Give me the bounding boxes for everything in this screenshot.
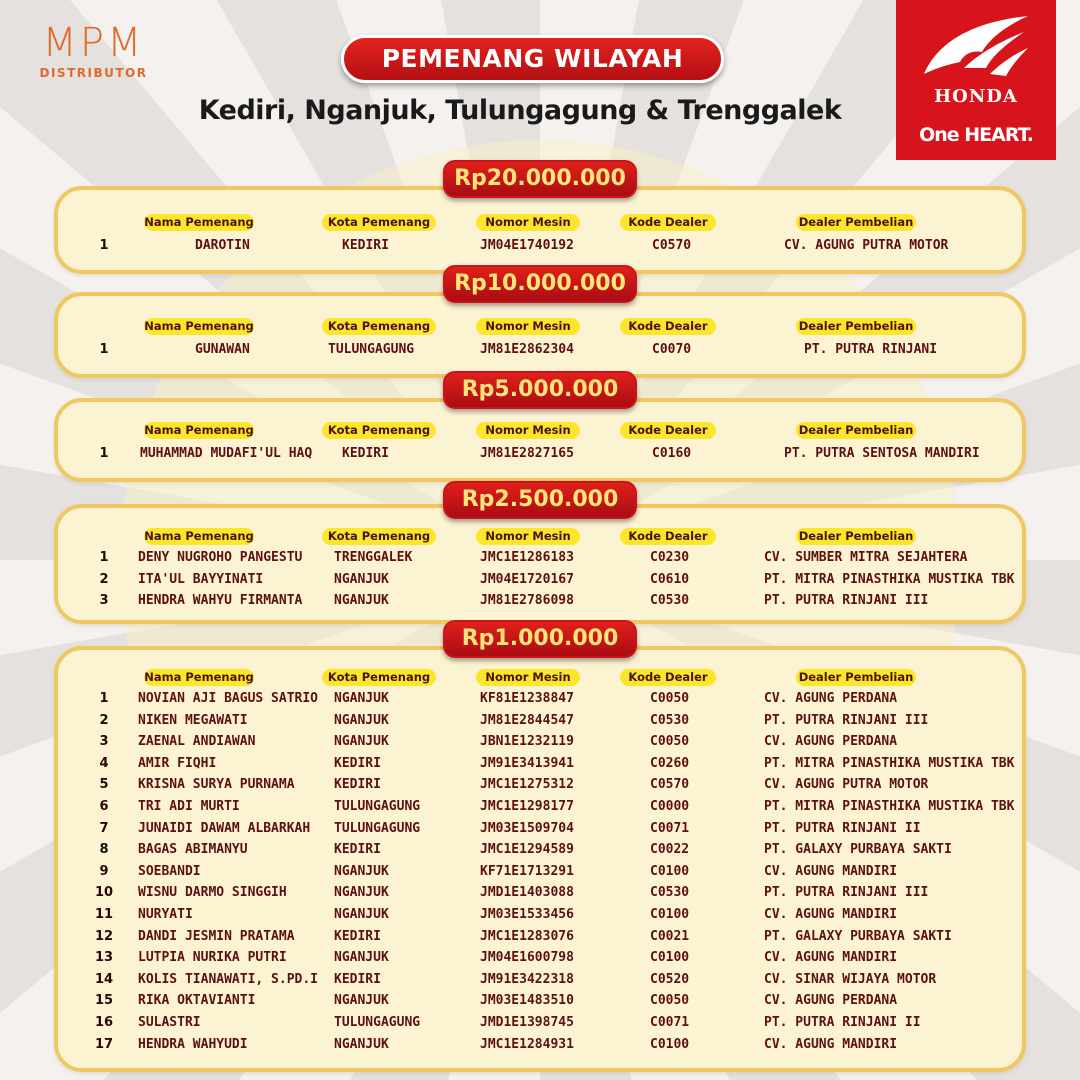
winner-name: SULASTRI <box>138 1015 201 1030</box>
winner-row <box>58 907 1022 927</box>
dealer-code: C0570 <box>650 777 690 793</box>
winner-number: 3 <box>99 593 109 609</box>
dealer-code: C0000 <box>650 799 690 814</box>
winner-name: DENY NUGROHO PANGESTU <box>138 550 303 565</box>
winner-number: 2 <box>99 712 109 728</box>
winner-number: 5 <box>99 777 109 793</box>
winner-city: NGANJUK <box>334 691 389 706</box>
dealer-code: C0160 <box>652 446 692 461</box>
winner-number: 17 <box>94 1036 114 1052</box>
engine-number: KF81E1238847 <box>480 691 574 706</box>
dealer-code: C0230 <box>650 550 690 565</box>
dealer-name: CV. SUMBER MITRA SEJAHTERA <box>764 550 968 565</box>
winner-city: TULUNGAGUNG <box>334 799 421 814</box>
winner-number: 11 <box>94 907 114 922</box>
prize-card <box>54 504 1026 624</box>
winner-name: KOLIS TIANAWATI, S.PD.I <box>138 971 319 987</box>
column-header-kota: Kota Pemenang <box>322 422 436 439</box>
winner-name: RIKA OKTAVIANTI <box>138 993 256 1009</box>
winner-city: TRENGGALEK <box>334 550 413 565</box>
engine-number: JM81E2786098 <box>480 593 574 609</box>
dealer-code: C0530 <box>650 885 690 901</box>
dealer-code: C0071 <box>650 820 690 836</box>
winner-number: 10 <box>94 885 114 901</box>
winner-row <box>58 864 1022 884</box>
engine-number: JM03E1483510 <box>480 993 574 1009</box>
winner-row <box>58 713 1022 733</box>
winner-row <box>58 842 1022 862</box>
winner-number: 1 <box>99 238 109 253</box>
dealer-code: C0050 <box>650 734 690 750</box>
dealer-name: PT. GALAXY PURBAYA SAKTI <box>764 928 952 944</box>
dealer-code: C0022 <box>650 842 690 858</box>
dealer-code: C0050 <box>650 993 690 1009</box>
winner-row <box>58 1015 1022 1035</box>
winner-row <box>58 342 1022 362</box>
winner-row <box>58 734 1022 754</box>
column-header-kode: Kode Dealer <box>620 318 716 335</box>
column-header-kode: Kode Dealer <box>620 528 716 545</box>
dealer-name: PT. GALAXY PURBAYA SAKTI <box>764 842 952 858</box>
winner-name: DANDI JESMIN PRATAMA <box>138 928 295 944</box>
winner-name: AMIR FIQHI <box>138 755 217 771</box>
winner-name: SOEBANDI <box>138 863 201 879</box>
winner-name: NIKEN MEGAWATI <box>138 712 248 728</box>
winner-row <box>58 993 1022 1013</box>
column-header-kode: Kode Dealer <box>620 214 716 231</box>
engine-number: JMC1E1294589 <box>480 842 574 858</box>
winner-name: ITA'UL BAYYINATI <box>138 571 264 587</box>
dealer-code: C0530 <box>650 712 690 728</box>
honda-logo <box>896 0 1056 160</box>
engine-number: JMD1E1403088 <box>480 885 574 901</box>
winner-city: TULUNGAGUNG <box>334 820 421 836</box>
winner-number: 15 <box>94 993 114 1009</box>
column-header-kode: Kode Dealer <box>620 669 716 686</box>
winner-name: MUHAMMAD MUDAFI'UL HAQ <box>140 446 313 461</box>
winner-city: KEDIRI <box>334 755 381 771</box>
winner-city: KEDIRI <box>334 842 381 858</box>
engine-number: JBN1E1232119 <box>480 734 574 750</box>
winner-city: NGANJUK <box>334 885 389 901</box>
prize-card <box>54 646 1026 1072</box>
winner-name: JUNAIDI DAWAM ALBARKAH <box>138 820 311 836</box>
column-header-nama: Nama Pemenang <box>144 423 254 437</box>
dealer-code: C0610 <box>650 571 690 587</box>
winner-row <box>58 1037 1022 1057</box>
winner-number: 16 <box>94 1015 114 1030</box>
winner-row <box>58 550 1022 570</box>
winner-row <box>58 572 1022 592</box>
dealer-name: CV. AGUNG PERDANA <box>764 993 898 1009</box>
winner-row <box>58 756 1022 776</box>
engine-number: JMD1E1398745 <box>480 1015 574 1030</box>
mpm-logo-text: MPM <box>42 20 145 66</box>
winner-city: TULUNGAGUNG <box>328 342 415 357</box>
dealer-code: C0570 <box>652 238 692 253</box>
winner-name: WISNU DARMO SINGGIH <box>138 885 287 901</box>
winner-row <box>58 929 1022 949</box>
winner-row <box>58 799 1022 819</box>
winner-name: GUNAWAN <box>195 342 250 357</box>
dealer-name: CV. AGUNG PUTRA MOTOR <box>784 238 949 253</box>
winner-name: LUTPIA NURIKA PUTRI <box>138 950 287 966</box>
honda-wing-icon <box>920 12 1032 84</box>
dealer-code: C0070 <box>652 342 692 357</box>
winner-city: NGANJUK <box>334 907 389 922</box>
column-header-mesin: Nomor Mesin <box>476 318 580 335</box>
column-header-dealer: Dealer Pembelian <box>796 214 916 231</box>
engine-number: JM81E2827165 <box>480 446 574 461</box>
dealer-name: PT. PUTRA SENTOSA MANDIRI <box>784 446 980 461</box>
dealer-name: CV. AGUNG PERDANA <box>764 734 898 750</box>
dealer-code: C0520 <box>650 971 690 987</box>
dealer-name: PT. PUTRA RINJANI III <box>764 593 929 609</box>
winner-number: 14 <box>94 971 114 987</box>
engine-number: JMC1E1286183 <box>480 550 574 565</box>
prize-card <box>54 398 1026 482</box>
column-header-dealer: Dealer Pembelian <box>796 318 916 335</box>
dealer-name: PT. PUTRA RINJANI III <box>764 885 929 901</box>
winner-number: 2 <box>99 571 109 587</box>
mpm-distributor-logo <box>26 22 161 80</box>
column-header-kode: Kode Dealer <box>620 422 716 439</box>
column-header-nama: Nama Pemenang <box>144 670 254 684</box>
dealer-name: PT. PUTRA RINJANI <box>804 342 938 357</box>
winner-number: 1 <box>99 550 109 565</box>
column-header-nama: Nama Pemenang <box>144 319 254 333</box>
dealer-code: C0100 <box>650 950 690 966</box>
winner-number: 1 <box>99 691 109 706</box>
winner-city: KEDIRI <box>334 777 381 793</box>
winner-city: TULUNGAGUNG <box>334 1015 421 1030</box>
column-header-kota: Kota Pemenang <box>322 528 436 545</box>
prize-card <box>54 292 1026 378</box>
prize-amount-banner: Rp10.000.000 <box>443 265 637 303</box>
winner-number: 3 <box>99 734 109 750</box>
page-title: PEMENANG WILAYAH <box>341 35 724 83</box>
engine-number: JM81E2862304 <box>480 342 574 357</box>
dealer-code: C0071 <box>650 1015 690 1030</box>
winner-row <box>58 446 1022 466</box>
dealer-code: C0021 <box>650 928 690 944</box>
prize-amount-banner: Rp2.500.000 <box>443 481 637 519</box>
winner-row <box>58 950 1022 970</box>
column-header-mesin: Nomor Mesin <box>476 528 580 545</box>
prize-amount-banner: Rp5.000.000 <box>443 371 637 409</box>
winner-number: 1 <box>99 342 109 357</box>
dealer-name: CV. SINAR WIJAYA MOTOR <box>764 971 937 987</box>
column-header-nama: Nama Pemenang <box>144 215 254 229</box>
engine-number: JMC1E1298177 <box>480 799 574 814</box>
winner-number: 8 <box>99 842 109 858</box>
winner-name: HENDRA WAHYUDI <box>138 1036 248 1052</box>
winner-city: NGANJUK <box>334 1036 389 1052</box>
winner-row <box>58 885 1022 905</box>
honda-wordmark: HONDA <box>934 86 1018 107</box>
column-header-kota: Kota Pemenang <box>322 318 436 335</box>
winner-number: 9 <box>99 863 109 879</box>
engine-number: JM04E1720167 <box>480 571 574 587</box>
engine-number: JM04E1600798 <box>480 950 574 966</box>
column-header-dealer: Dealer Pembelian <box>796 669 916 686</box>
winner-city: NGANJUK <box>334 712 389 728</box>
winner-number: 1 <box>99 446 109 461</box>
engine-number: JM04E1740192 <box>480 238 574 253</box>
winner-number: 4 <box>99 755 109 771</box>
winner-city: KEDIRI <box>342 238 389 253</box>
dealer-name: CV. AGUNG PERDANA <box>764 691 898 706</box>
winner-number: 12 <box>94 928 114 944</box>
dealer-code: C0100 <box>650 863 690 879</box>
dealer-name: PT. PUTRA RINJANI II <box>764 1015 921 1030</box>
winner-name: NURYATI <box>138 907 193 922</box>
engine-number: JM03E1509704 <box>480 820 574 836</box>
winner-row <box>58 821 1022 841</box>
prize-amount-banner: Rp1.000.000 <box>443 620 637 658</box>
column-header-nama: Nama Pemenang <box>144 529 254 543</box>
winner-row <box>58 238 1022 258</box>
column-header-kota: Kota Pemenang <box>322 214 436 231</box>
winner-name: BAGAS ABIMANYU <box>138 842 248 858</box>
winner-city: KEDIRI <box>342 446 389 461</box>
winner-city: NGANJUK <box>334 863 389 879</box>
dealer-name: CV. AGUNG MANDIRI <box>764 863 898 879</box>
engine-number: JMC1E1275312 <box>480 777 574 793</box>
winner-name: TRI ADI MURTI <box>138 799 240 814</box>
dealer-name: PT. MITRA PINASTHIKA MUSTIKA TBK <box>764 571 1015 587</box>
winner-number: 7 <box>99 820 109 836</box>
engine-number: JM03E1533456 <box>480 907 574 922</box>
winner-name: KRISNA SURYA PURNAMA <box>138 777 295 793</box>
winner-city: KEDIRI <box>334 971 381 987</box>
winner-number: 13 <box>94 950 114 966</box>
engine-number: JM81E2844547 <box>480 712 574 728</box>
winner-name: DAROTIN <box>195 238 250 253</box>
dealer-name: PT. MITRA PINASTHIKA MUSTIKA TBK <box>764 799 1015 814</box>
winner-city: NGANJUK <box>334 993 389 1009</box>
column-header-mesin: Nomor Mesin <box>476 669 580 686</box>
winner-city: NGANJUK <box>334 571 389 587</box>
column-header-dealer: Dealer Pembelian <box>796 528 916 545</box>
dealer-name: PT. PUTRA RINJANI II <box>764 820 921 836</box>
winner-row <box>58 593 1022 613</box>
engine-number: KF71E1713291 <box>480 863 574 879</box>
winner-row <box>58 972 1022 992</box>
dealer-name: CV. AGUNG PUTRA MOTOR <box>764 777 929 793</box>
dealer-code: C0050 <box>650 691 690 706</box>
dealer-code: C0100 <box>650 907 690 922</box>
column-header-kota: Kota Pemenang <box>322 669 436 686</box>
engine-number: JM91E3422318 <box>480 971 574 987</box>
engine-number: JMC1E1283076 <box>480 928 574 944</box>
dealer-name: PT. PUTRA RINJANI III <box>764 712 929 728</box>
winner-name: NOVIAN AJI BAGUS SATRIO <box>138 691 319 706</box>
winner-number: 6 <box>99 799 109 814</box>
dealer-name: CV. AGUNG MANDIRI <box>764 907 898 922</box>
winner-row <box>58 691 1022 711</box>
column-header-dealer: Dealer Pembelian <box>796 422 916 439</box>
winner-city: KEDIRI <box>334 928 381 944</box>
dealer-name: CV. AGUNG MANDIRI <box>764 1036 898 1052</box>
dealer-code: C0260 <box>650 755 690 771</box>
column-header-mesin: Nomor Mesin <box>476 422 580 439</box>
page-subtitle: Kediri, Nganjuk, Tulungagung & Trenggalek <box>198 95 842 126</box>
winner-name: HENDRA WAHYU FIRMANTA <box>138 593 303 609</box>
honda-tagline: One HEART. <box>919 124 1033 146</box>
dealer-name: PT. MITRA PINASTHIKA MUSTIKA TBK <box>764 755 1015 771</box>
winner-city: NGANJUK <box>334 950 389 966</box>
prize-amount-banner: Rp20.000.000 <box>443 160 637 198</box>
dealer-code: C0100 <box>650 1036 690 1052</box>
column-header-mesin: Nomor Mesin <box>476 214 580 231</box>
winner-city: NGANJUK <box>334 734 389 750</box>
dealer-name: CV. AGUNG MANDIRI <box>764 950 898 966</box>
engine-number: JM91E3413941 <box>480 755 574 771</box>
engine-number: JMC1E1284931 <box>480 1036 574 1052</box>
dealer-code: C0530 <box>650 593 690 609</box>
mpm-logo-subtitle: DISTRIBUTOR <box>39 66 148 80</box>
winner-city: NGANJUK <box>334 593 389 609</box>
winner-row <box>58 777 1022 797</box>
winner-name: ZAENAL ANDIAWAN <box>138 734 256 750</box>
prize-card <box>54 186 1026 274</box>
